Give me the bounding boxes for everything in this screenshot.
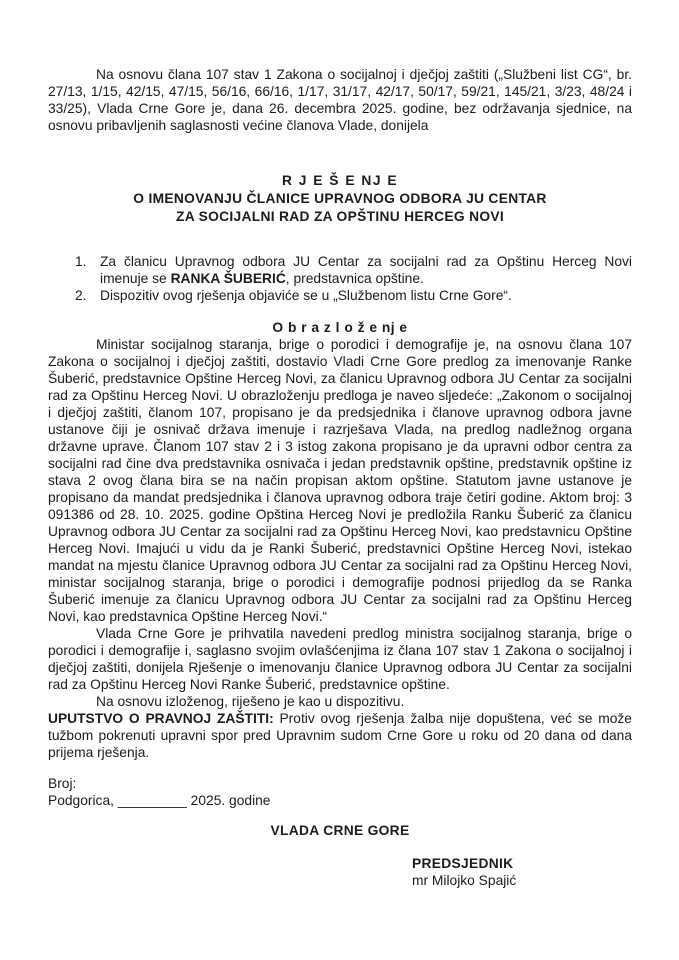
list-item-2 xyxy=(75,287,632,304)
legal-remedy-label: UPUTSTVO O PRAVNOJ ZAŠTITI: xyxy=(48,711,274,726)
list-item-1-text xyxy=(100,253,632,287)
conclusion-paragraph: Na osnovu izloženog, riješeno je kao u dispozitivu. xyxy=(96,694,405,709)
legal-remedy-text: Protiv ovog rješenja žalba nije dopuštena, već se može tužbom pokrenuti upravni spor pred Upravnim sudom Crne Gore u roku od 20 dana od dana prijema rješenja. xyxy=(48,711,632,760)
place-date-line: Podgorica, _________ 2025. godine xyxy=(48,793,271,808)
list-item-2-number: 2. xyxy=(75,288,87,303)
list-item-1-number: 1. xyxy=(75,254,87,269)
decision-title: R J E Š E NJ E xyxy=(281,173,399,188)
appointee-name: RANKA ŠUBERIĆ xyxy=(170,271,286,286)
decision-subtitle-line1: O IMENOVANJU ČLANICE UPRAVNOG ODBORA JU CENTAR xyxy=(133,191,547,206)
decision-subtitle-line2: ZA SOCIJALNI RAD ZA OPŠTINU HERCEG NOVI xyxy=(175,209,505,224)
acceptance-paragraph: Vlada Crne Gore je prihvatila navedeni predlog ministra socijalnog staranja, brige o porodici i demografije i, saglasno svojim ovlašćenjima iz člana 107 stav 1 Zakona o socijalnoj i dječjoj zaštiti, donijela Rješenje o imenovanju članice Upravnog odbora JU Centar za socijalni rad za Opštinu Herceg Novi Ranke Šuberić, predstavnice opštine. xyxy=(48,626,632,692)
signature-name: mr Milojko Spajić xyxy=(412,873,517,888)
decision-title-block xyxy=(48,172,632,226)
footer-block xyxy=(48,775,632,809)
list-item-2-text: Dispozitiv ovog rješenja objaviće se u „Službenom listu Crne Gore“. xyxy=(100,288,512,303)
government-name: VLADA CRNE GORE xyxy=(270,823,410,838)
list-item-1-text-start: Za članicu Upravnog odbora JU Centar za socijalni rad za Opštinu Herceg Novi imenuje se xyxy=(100,254,632,286)
signature-block xyxy=(412,855,632,889)
list-item-1 xyxy=(75,253,632,287)
section-heading-obrazlozenje: O b r a z l o ž e nj e xyxy=(272,320,408,335)
legal-remedy-paragraph xyxy=(48,710,632,761)
explanation-paragraph: Ministar socijalnog staranja, brige o porodici i demografije je, na osnovu člana 107 Zakona o socijalnoj i dječjoj zaštiti, dostavio Vladi Crne Gore predlog za imenovanje Ranke Šuberić, predstavnice Opštine Herceg Novi, za članicu Upravnog odbora JU Centar za socijalni rad za Opštinu Herceg Novi. U obrazloženju predloga je naveo sljedeće: „Zakonom o socijalnoj i dječjoj zaštiti, članom 107, propisano je da predsjednika i članove upravnog odbora javne ustanove čiji je osnivač država imenuje i razrješava Vlada, na predlog nadležnog organa državne uprave. Članom 107 stav 2 i 3 istog zakona propisano je da upravni odbor centra za socijalni rad čine dva predstavnika osnivača i jedan predstavnik opštine, predstavnik opštine iz stava 2 ovog člana bira se na način propisan aktom opštine. Statutom javne ustanove je propisano da mandat predsjednika i članova upravnog odbora traje četiri godine. Aktom broj: 3 091386 od 28. 10. 2025. godine Opština Herceg Novi je predložila Ranku Šuberić za članicu Upravnog odbora JU Centar za socijalni rad za Opštinu Herceg Novi, kao predstavnicu Opštine Herceg Novi. Imajući u vidu da je Ranki Šuberić, predstavnici Opštine Herceg Novi, istekao mandat na mjestu članice Upravnog odbora JU Centar za socijalni rad za Opštinu Herceg Novi, ministar socijalnog staranja, brige o porodici i demografije podnosi prijedlog da se Ranka Šuberić imenuje za članicu Upravnog odbora JU Centar za socijalni rad za Opštinu Herceg Novi, kao predstavnica Opštine Herceg Novi.“ xyxy=(48,337,632,624)
intro-paragraph: Na osnovu člana 107 stav 1 Zakona o socijalnoj i dječjoj zaštiti („Službeni list CG“, br. 27/13, 1/15, 42/15, 47/15, 56/16, 66/16, 1/17, 31/17, 42/17, 50/17, 59/21, 145/21, 3/23, 48/24 i 33/25), Vlada Crne Gore je, dana 26. decembra 2025. godine, bez održavanja sjednice, na osnovu pribavljenih saglasnosti većine članova Vlade, donijela xyxy=(48,67,632,133)
decision-items-list xyxy=(75,253,632,304)
number-label: Broj: xyxy=(48,776,77,791)
list-item-1-text-end: , predstavnica opštine. xyxy=(285,271,424,286)
signature-title: PREDSJEDNIK xyxy=(412,856,514,871)
